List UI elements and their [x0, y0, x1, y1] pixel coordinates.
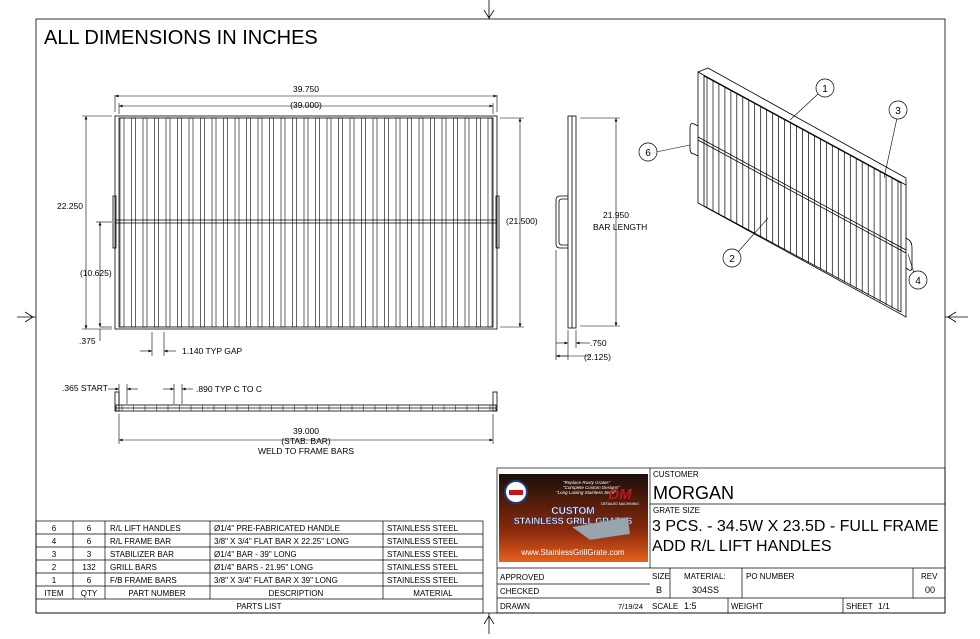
grill-bar	[258, 118, 262, 327]
grill-bar	[442, 118, 446, 327]
svg-text:STABILIZER BAR: STABILIZER BAR	[110, 550, 174, 559]
svg-text:DM: DM	[608, 486, 632, 503]
svg-text:3/8" X 3/4" FLAT BAR X 22.25": 3/8" X 3/4" FLAT BAR X 22.25" LONG	[214, 537, 349, 546]
side-handle	[556, 196, 568, 248]
svg-text:3: 3	[86, 550, 92, 559]
svg-text:F/B FRAME BARS: F/B FRAME BARS	[110, 576, 177, 585]
side-view-dim-text	[584, 210, 647, 362]
iso-balloons	[639, 79, 927, 289]
dim-overall-width: 39.750	[293, 84, 319, 94]
grill-bar	[408, 118, 412, 327]
svg-text:3/8" X 3/4" FLAT BAR X 39" LON: 3/8" X 3/4" FLAT BAR X 39" LONG	[214, 576, 338, 585]
svg-text:6: 6	[86, 537, 92, 546]
parts-row	[52, 576, 459, 585]
svg-text:1: 1	[51, 576, 57, 585]
svg-text:STAINLESS STEEL: STAINLESS STEEL	[387, 537, 458, 546]
balloon-3	[884, 101, 907, 178]
company-logo	[499, 474, 648, 562]
grate-size-line1: 3 PCS. - 34.5W X 23.5D - FULL FRAME	[652, 518, 939, 535]
dim-overall-height: 22.250	[57, 201, 83, 211]
grill-bar	[235, 118, 239, 327]
dim-stab-value: 39.000	[293, 426, 319, 436]
grill-bar	[178, 118, 182, 327]
material-value: 304SS	[692, 585, 720, 595]
dim-inner-height: (21.500)	[506, 216, 538, 226]
svg-text:3: 3	[895, 106, 901, 117]
grill-bar	[385, 118, 389, 327]
approved-label: APPROVED	[500, 573, 545, 582]
grill-bar	[454, 118, 458, 327]
svg-text:"Complete Custom Designs": "Complete Custom Designs"	[563, 485, 620, 490]
dim-spacing: .890 TYP C TO C	[196, 384, 262, 394]
grate-outline	[115, 116, 497, 329]
side-view-dims	[556, 118, 620, 360]
rev-value: 00	[925, 585, 936, 595]
dim-bar-length-label: BAR LENGTH	[593, 222, 648, 232]
svg-text:STAINLESS STEEL: STAINLESS STEEL	[387, 550, 458, 559]
svg-text:ITEM: ITEM	[44, 589, 64, 598]
iso-stabilizer	[698, 137, 906, 250]
svg-text:STAINLESS STEEL: STAINLESS STEEL	[387, 563, 458, 572]
drawn-date: 7/19/24	[618, 602, 644, 611]
dim-half-height: (10.625)	[80, 268, 112, 278]
svg-text:PART NUMBER: PART NUMBER	[128, 589, 186, 598]
grill-bar	[431, 118, 435, 327]
dim-typ-gap: 1.140 TYP GAP	[182, 346, 243, 356]
grill-bar	[304, 118, 308, 327]
checked-label: CHECKED	[500, 587, 540, 596]
iso-view	[690, 68, 912, 317]
dim-depth: .750	[590, 338, 607, 348]
svg-text:R/L FRAME BAR: R/L FRAME BAR	[110, 537, 172, 546]
balloon-1	[790, 79, 834, 120]
parts-row	[52, 563, 459, 572]
svg-text:6: 6	[51, 524, 57, 533]
svg-text:3: 3	[51, 550, 57, 559]
grill-bars	[120, 118, 492, 327]
svg-text:QTY: QTY	[80, 589, 98, 598]
grill-bar	[143, 118, 147, 327]
svg-text:STAINLESS STEEL: STAINLESS STEEL	[387, 524, 458, 533]
svg-text:4: 4	[915, 276, 921, 287]
dim-stab-note: WELD TO FRAME BARS	[257, 446, 355, 456]
balloon-6	[639, 143, 690, 161]
grill-bar	[281, 118, 285, 327]
grill-bar	[396, 118, 400, 327]
weight-label: WEIGHT	[731, 602, 763, 611]
grill-bar	[120, 118, 124, 327]
svg-text:DETAILED MACHINING: DETAILED MACHINING	[601, 502, 639, 506]
svg-text:Ø1/4" BAR - 39" LONG: Ø1/4" BAR - 39" LONG	[214, 550, 297, 559]
svg-text:STAINLESS GRILL GRATES: STAINLESS GRILL GRATES	[513, 516, 633, 526]
iso-handle-right	[906, 238, 912, 271]
left-handle	[113, 196, 116, 248]
size-value: B	[656, 585, 663, 595]
po-number-label: PO NUMBER	[746, 572, 795, 581]
parts-list-title: PARTS LIST	[236, 602, 282, 611]
grill-bar	[166, 118, 170, 327]
svg-text:STAINLESS STEEL: STAINLESS STEEL	[387, 576, 458, 585]
balloon-4	[908, 254, 927, 289]
dim-start: .365 START	[62, 383, 108, 393]
svg-text:6: 6	[86, 524, 92, 533]
svg-text:R/L LIFT HANDLES: R/L LIFT HANDLES	[110, 524, 181, 533]
parts-row	[52, 550, 459, 559]
dim-bar-length-value: 21.950	[603, 210, 629, 220]
parts-list	[36, 521, 483, 613]
size-label: SIZE	[652, 572, 670, 581]
grill-bar	[350, 118, 354, 327]
grill-bar	[201, 118, 205, 327]
grill-bar	[293, 118, 297, 327]
scale-label: SCALE	[652, 602, 679, 611]
grill-bar	[270, 118, 274, 327]
dim-handle-depth: (2.125)	[584, 352, 611, 362]
balloon-2	[723, 218, 768, 267]
scale-value: 1:5	[684, 601, 697, 611]
svg-text:GRILL BARS: GRILL BARS	[110, 563, 157, 572]
svg-text:CUSTOM: CUSTOM	[551, 506, 595, 517]
front-view	[115, 392, 497, 411]
grill-bar	[247, 118, 251, 327]
grate-size-line2: ADD R/L LIFT HANDLES	[652, 538, 832, 555]
grill-bar	[477, 118, 481, 327]
grill-bar	[327, 118, 331, 327]
rev-label: REV	[921, 572, 938, 581]
grill-bar	[465, 118, 469, 327]
svg-text:Ø1/4" PRE-FABRICATED HANDLE: Ø1/4" PRE-FABRICATED HANDLE	[214, 524, 340, 533]
grill-bar	[132, 118, 136, 327]
material-label: MATERIAL:	[684, 572, 726, 581]
svg-text:MATERIAL: MATERIAL	[413, 589, 453, 598]
svg-text:2: 2	[51, 563, 57, 572]
svg-text:1: 1	[822, 84, 828, 95]
svg-text:2: 2	[729, 254, 735, 265]
parts-row	[52, 524, 459, 533]
grill-bar	[362, 118, 366, 327]
sheet-label: SHEET	[846, 602, 873, 611]
sheet-value: 1/1	[878, 601, 890, 611]
grill-bar	[316, 118, 320, 327]
dim-edge-offset: .375	[79, 336, 96, 346]
svg-text:4: 4	[51, 537, 57, 546]
parts-header-row	[44, 589, 453, 598]
front-view-dim-text	[62, 383, 354, 456]
svg-text:"Replace Rusty Grates": "Replace Rusty Grates"	[563, 480, 611, 485]
grill-bar	[488, 118, 492, 327]
parts-row	[52, 537, 459, 546]
customer-name: MORGAN	[653, 483, 734, 503]
side-view	[556, 116, 576, 328]
drawn-label: DRAWN	[500, 602, 530, 611]
grill-bar	[155, 118, 159, 327]
svg-text:6: 6	[645, 148, 651, 159]
grate-inner-frame	[119, 118, 493, 327]
iso-bars	[707, 78, 898, 312]
grill-bar	[189, 118, 193, 327]
right-handle	[496, 196, 499, 248]
svg-text:6: 6	[86, 576, 92, 585]
dim-inner-width: (39.000)	[290, 100, 322, 110]
dimensions-note: ALL DIMENSIONS IN INCHES	[44, 27, 318, 49]
svg-text:DESCRIPTION: DESCRIPTION	[268, 589, 324, 598]
iso-handle-left	[690, 124, 698, 157]
dim-stab-label: (STAB. BAR)	[281, 436, 331, 446]
customer-label: CUSTOMER	[653, 470, 699, 479]
grate-size-label: GRATE SIZE	[653, 506, 700, 515]
grill-bar	[373, 118, 377, 327]
svg-text:"Long Lasting Stainless Steel": "Long Lasting Stainless Steel"	[556, 490, 616, 495]
grill-bar	[419, 118, 423, 327]
grill-bar	[224, 118, 228, 327]
svg-text:www.StainlessGrillGrate.com: www.StainlessGrillGrate.com	[521, 548, 625, 557]
grill-bar	[339, 118, 343, 327]
top-view	[113, 116, 499, 329]
svg-text:132: 132	[82, 563, 96, 572]
grill-bar	[212, 118, 216, 327]
svg-text:Ø1/4" BARS - 21.95" LONG: Ø1/4" BARS - 21.95" LONG	[214, 563, 314, 572]
